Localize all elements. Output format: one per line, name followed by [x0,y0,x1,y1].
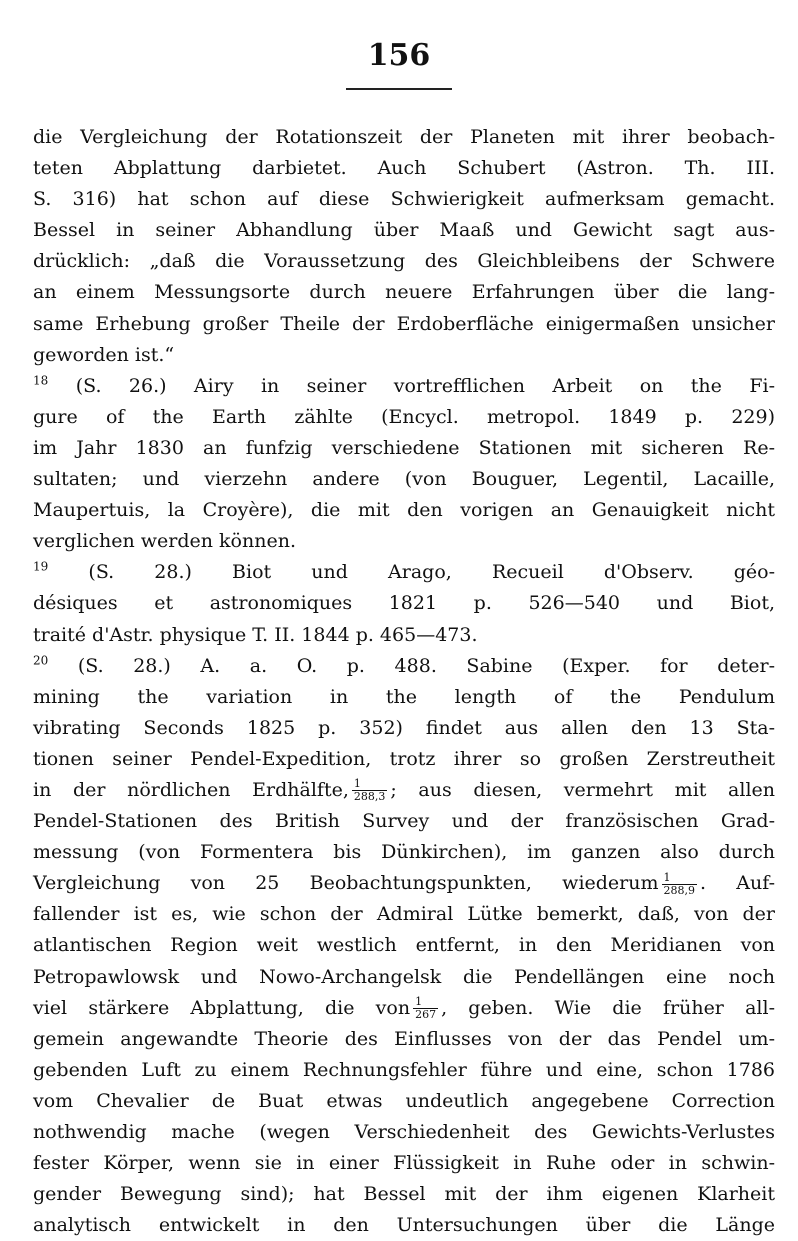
text-line [33,1055,775,1086]
text-line [33,1024,775,1055]
line-text: sultaten; und vierzehn andere (von Bouguer, Legentil, Lacaille, [33,468,775,491]
text-line [33,309,775,340]
line-text: tionen seiner Pendel-Expedition, trotz ihrer so großen Zerstreutheit [33,747,775,770]
line-text-after: . Auf- [700,872,776,895]
line-text: analytisch entwickelt in den Untersuchungen über die Länge [33,1214,775,1237]
text-line [33,215,775,246]
line-text: die Vergleichung der Rotationszeit der Planeten mit ihrer beobach- [33,126,775,148]
line-text: gebenden Luft zu einem Rechnungsfehler führe und eine, schon 1786 [33,1058,775,1081]
text-line [33,246,775,277]
line-text: (S. 28.) A. a. O. p. 488. Sabine (Exper. for deter- [48,654,775,677]
text-line [33,277,775,308]
text-line [33,153,775,184]
line-text: fester Körper, wenn sie in einer Flüssigkeit in Ruhe oder in schwin- [33,1152,775,1175]
body-text [33,122,775,1241]
text-line [33,464,775,495]
line-text: atlantischen Region weit westlich entfernt, in den Meridianen von [33,934,775,957]
line-text: S. 316) hat schon auf diese Schwierigkeit aufmerksam gemacht. [33,188,775,211]
line-text: viel stärkere Abplattung, die von [33,996,411,1019]
text-line [33,837,775,868]
footnote-number: 20 [33,653,49,668]
text-line [33,557,775,588]
line-text: teten Abplattung darbietet. Auch Schubert (Astron. Th. III. [33,157,775,180]
text-line [33,1210,775,1241]
footnote-number: 18 [33,373,49,388]
fraction-denominator: 267 [415,1008,437,1022]
text-line [33,868,775,899]
line-text: Vergleichung von 25 Beobachtungspunkten, wiederum [33,872,659,895]
text-line [33,806,775,837]
line-text: im Jahr 1830 an funfzig verschiedene Stationen mit sicheren Re- [33,436,775,459]
line-text: gure of the Earth zählte (Encycl. metropol. 1849 p. 229) [33,405,775,428]
text-line [33,1148,775,1179]
fraction-numerator: 1 [662,872,698,885]
text-line [33,588,775,619]
line-text: désiques et astronomiques 1821 p. 526—540 und Biot, [33,592,775,615]
line-text: drücklich: „daß die Voraussetzung des Gleichbleibens der Schwere [33,250,775,273]
text-line [33,713,775,744]
line-text: gemein angewandte Theorie des Einflusses von der das Pendel um- [33,1027,775,1050]
line-text: traité d'Astr. physique T. II. 1844 p. 465—473. [33,623,478,646]
fraction-numerator: 1 [413,996,438,1009]
page-number: 156 [367,38,431,73]
text-line [33,930,775,961]
line-text: Petropawlowsk und Nowo-Archangelsk die Pendellängen eine noch [33,965,775,988]
line-text: mining the variation in the length of the Pendulum [33,685,775,708]
text-line [33,651,775,682]
line-text: gender Bewegung sind); hat Bessel mit der ihm eigenen Klarheit [33,1183,775,1206]
text-line [33,433,775,464]
line-text: vibrating Seconds 1825 p. 352) findet aus allen den 13 Sta- [33,716,775,739]
text-line [33,962,775,993]
text-line [33,495,775,526]
line-text: Bessel in seiner Abhandlung über Maaß und Gewicht sagt aus- [33,219,775,242]
text-line [33,122,775,153]
text-line [33,1086,775,1117]
fraction-denominator: 288,3 [353,790,386,804]
line-text: messung (von Formentera bis Dünkirchen), im ganzen also durch [33,841,775,864]
text-line [33,899,775,930]
text-line [33,371,775,402]
line-text: fallender ist es, wie schon der Admiral Lütke bemerkt, daß, von der [33,903,775,926]
fraction [413,996,438,1021]
line-text: same Erhebung großer Theile der Erdoberfläche einigermaßen unsicher [33,312,775,335]
line-text: in der nördlichen Erdhälfte, [33,778,349,801]
text-line [33,1117,775,1148]
line-text: (S. 26.) Airy in seiner vortrefflichen Arbeit on the Fi- [48,374,775,397]
footnote-number: 19 [33,559,49,574]
fraction [662,872,698,897]
text-line [33,682,775,713]
line-text: (S. 28.) Biot und Arago, Recueil d'Observ. géo- [48,561,775,584]
text-line [33,1179,775,1210]
line-text: nothwendig mache (wegen Verschiedenheit des Gewichts-Verlustes [33,1121,775,1143]
fraction-numerator: 1 [352,778,388,791]
text-line [33,184,775,215]
text-line [33,775,775,806]
line-text-after: , geben. Wie die früher all- [441,996,775,1019]
line-text: Maupertuis, la Croyère), die mit den vorigen an Genauigkeit nicht [33,499,775,522]
fraction-denominator: 288,9 [663,883,696,897]
fraction [352,778,388,803]
text-line [33,620,775,651]
line-text-after: ; aus diesen, vermehrt mit allen [390,778,776,801]
text-line [33,744,775,775]
line-text: verglichen werden können. [33,530,296,553]
text-line [33,526,775,557]
line-text: Pendel-Stationen des British Survey und der französischen Grad- [33,810,775,833]
text-line [33,340,775,371]
line-text: geworden ist.“ [33,343,175,366]
line-text: vom Chevalier de Buat etwas undeutlich angegebene Correction [33,1089,775,1112]
text-line [33,993,775,1024]
text-line [33,402,775,433]
header-rule [346,88,452,90]
line-text: an einem Messungsorte durch neuere Erfahrungen über die lang- [33,281,775,304]
